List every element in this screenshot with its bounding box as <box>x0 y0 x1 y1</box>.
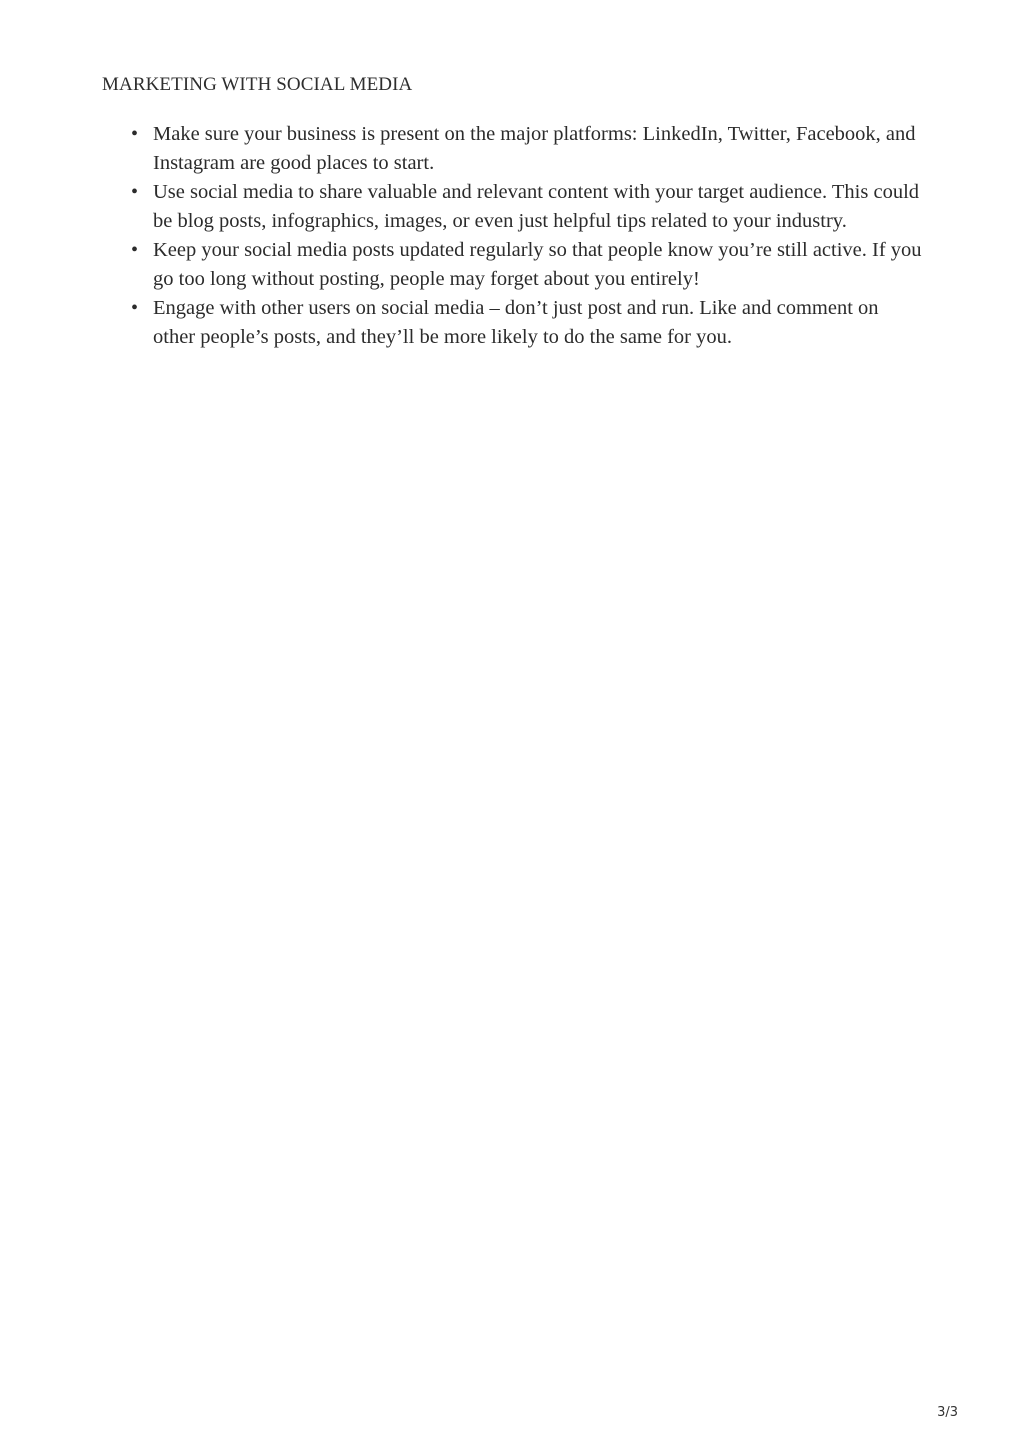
list-item <box>131 236 923 294</box>
bullet-icon: • <box>131 297 139 319</box>
bullet-icon: • <box>131 181 139 203</box>
page-number: 3/3 <box>937 1405 958 1420</box>
bullet-list <box>131 120 923 352</box>
list-item <box>131 120 923 178</box>
list-item-text: Keep your social media posts updated regularly so that people know you’re still active. If you go too long without posting, people may forget about you entirely! <box>153 239 922 290</box>
list-item-text: Engage with other users on social media – don’t just post and run. Like and comment on other people’s posts, and they’ll be more likely to do the same for you. <box>153 297 879 348</box>
list-item-text: Use social media to share valuable and relevant content with your target audience. This could be blog posts, infographics, images, or even just helpful tips related to your industry. <box>153 181 920 232</box>
list-item-text: Make sure your business is present on the major platforms: LinkedIn, Twitter, Facebook, and Instagram are good places to start. <box>153 123 916 174</box>
list-item <box>131 178 923 236</box>
bullet-icon: • <box>131 239 139 261</box>
bullet-icon: • <box>131 123 139 145</box>
list-item <box>131 294 923 352</box>
section-heading: MARKETING WITH SOCIAL MEDIA <box>102 74 413 95</box>
